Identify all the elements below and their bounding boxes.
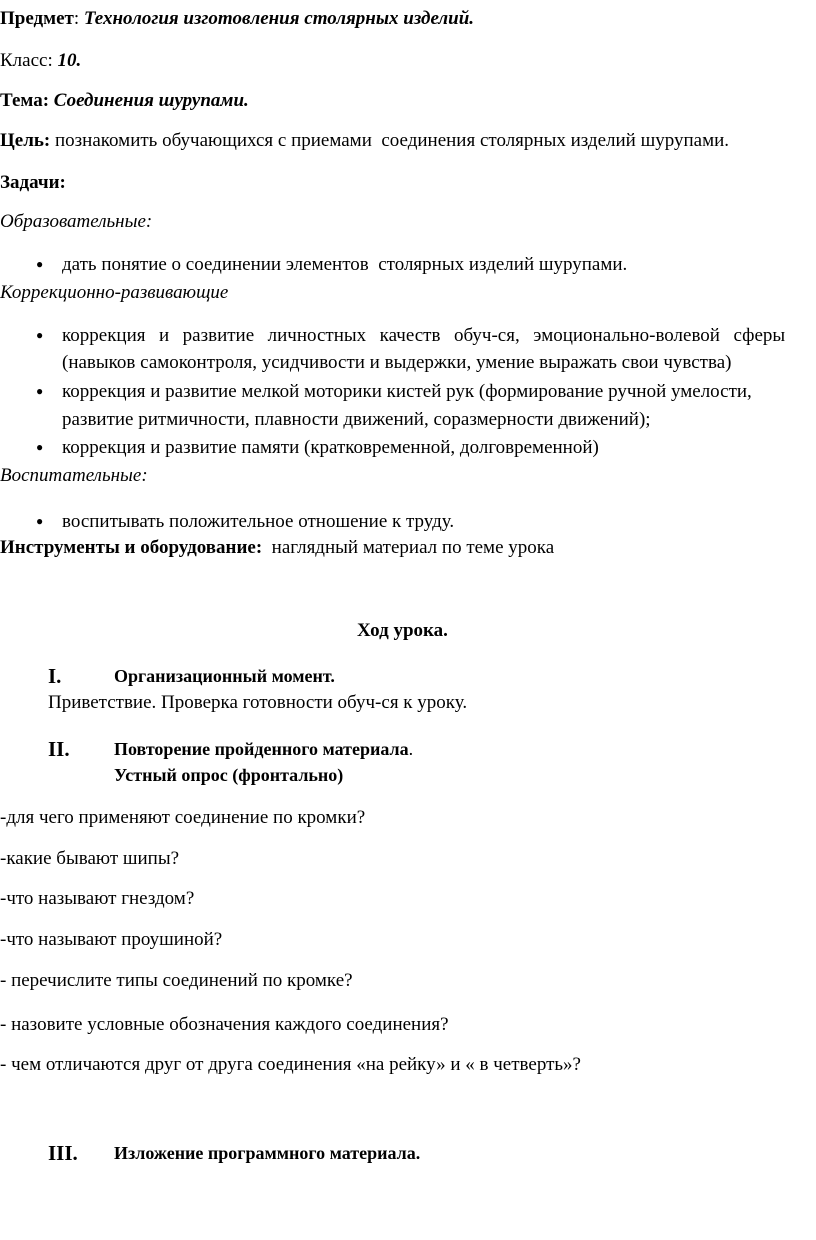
question-item: -для чего применяют соединение по кромки? (0, 807, 366, 828)
correctional-item-cont: (навыков самоконтроля, усидчивости и выдержки, умение выражать свои чувства) (62, 352, 732, 373)
correctional-item: коррекция и развитие памяти (кратковременной, долговременной) (62, 437, 599, 458)
class-line (0, 50, 81, 73)
section-title: Повторение пройденного материала (114, 739, 409, 759)
bullet-icon: ● (36, 328, 44, 342)
section-text: Приветствие. Проверка готовности обуч-ся к уроку. (48, 692, 468, 713)
subject-line: Предмет: Технология изготовления столярных изделий. (0, 8, 475, 29)
topic-line (0, 90, 249, 113)
tasks-title: Задачи: (0, 172, 66, 193)
class-value: 10. (57, 50, 82, 71)
upbringing-label: Воспитательные: (0, 465, 148, 486)
tools-label: Инструменты и оборудование: (0, 537, 263, 558)
upbringing-item: воспитывать положительное отношение к труду. (62, 511, 455, 532)
question-item: -что называют проушиной? (0, 929, 223, 950)
bullet-icon: ● (36, 514, 44, 528)
section-subtitle: Устный опрос (фронтально) (114, 765, 344, 785)
subject-value: Технология изготовления столярных изделий. (83, 8, 475, 29)
section-title-line (114, 739, 413, 761)
correctional-label: Коррекционно-развивающие (0, 282, 229, 303)
section-number: III. (48, 1141, 78, 1165)
bullet-icon: ● (36, 257, 44, 271)
question-item: - назовите условные обозначения каждого соединения? (0, 1014, 449, 1035)
section-title-suffix: . (408, 739, 414, 759)
section-title: Изложение программного материала. (114, 1143, 421, 1163)
subject-label: Предмет (0, 8, 74, 29)
section-number: I. (48, 664, 62, 688)
goal-value: познакомить обучающихся с приемами соединения столярных изделий шурупами. (55, 130, 730, 151)
bullet-icon: ● (36, 440, 44, 454)
bullet-icon: ● (36, 384, 44, 398)
correctional-item: коррекция и развитие личностных качеств обуч-ся, эмоционально-волевой сферы (62, 325, 786, 346)
section-title: Организационный момент. (114, 666, 335, 686)
tools-value: наглядный материал по теме урока (271, 537, 555, 558)
topic-label: Тема: (0, 90, 50, 111)
question-item: -какие бывают шипы? (0, 848, 180, 869)
tools-line (0, 537, 554, 560)
topic-value: Соединения шурупами. (53, 90, 249, 111)
correctional-item: коррекция и развитие мелкой моторики кистей рук (формирование ручной умелости, (62, 381, 752, 402)
question-item: - перечислите типы соединений по кромке? (0, 970, 353, 991)
question-item: -что называют гнездом? (0, 888, 195, 909)
educational-label: Образовательные: (0, 211, 153, 232)
class-label: Класс: (0, 50, 53, 71)
section-number: II. (48, 737, 70, 761)
correctional-item-cont: развитие ритмичности, плавности движений, соразмерности движений); (62, 409, 651, 430)
lesson-title: Ход урока. (357, 620, 448, 641)
question-item: - чем отличаются друг от друга соединения «на рейку» и « в четверть»? (0, 1054, 581, 1075)
educational-item: дать понятие о соединении элементов столярных изделий шурупами. (62, 254, 628, 275)
goal-label: Цель: (0, 130, 51, 151)
goal-line (0, 130, 729, 153)
